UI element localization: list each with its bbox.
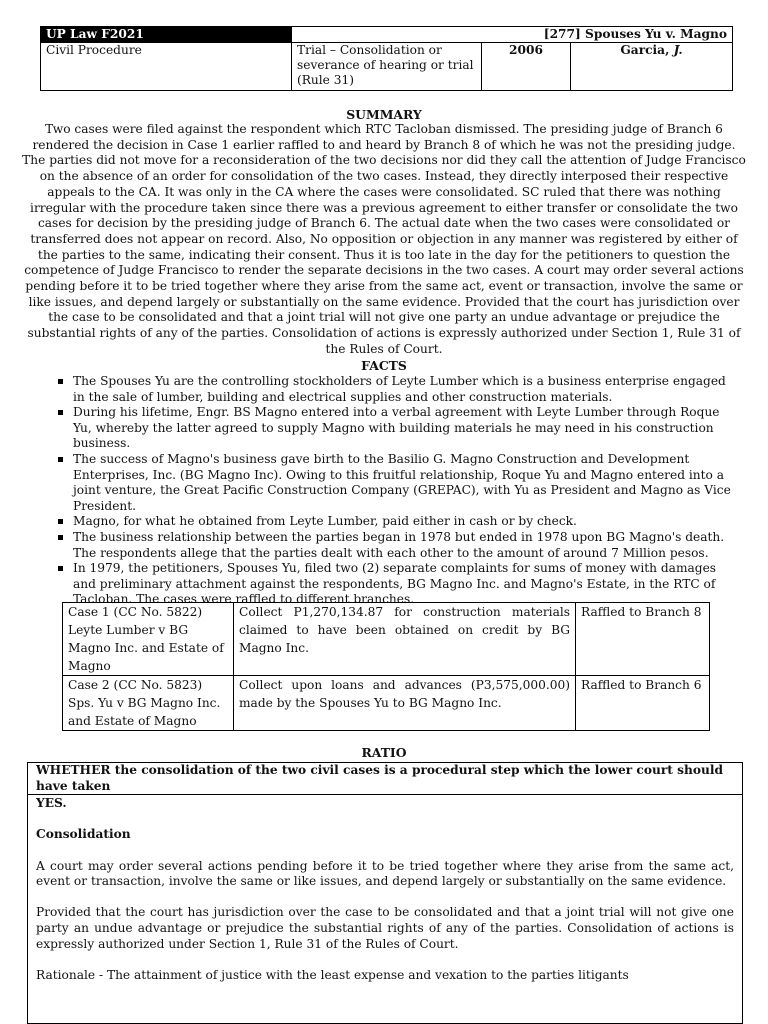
case-header-table (40, 26, 733, 91)
fact-item (58, 561, 738, 608)
ratio-paragraph-1: A court may order several actions pending before it to be tried together where they arise from the same act, event or transaction, involve the same or like issues, and depend largely or substantially on the same evidence. (36, 858, 734, 889)
fact-text: The Spouses Yu are the controlling stockholders of Leyte Lumber which is a business enterprise engaged in the sale of lumber, building and electrical supplies and other construction materials. (73, 374, 726, 404)
bullet-icon (58, 535, 63, 540)
case-name-cell: Case 1 (CC No. 5822) Leyte Lumber v BG Magno Inc. and Estate of Magno (63, 603, 234, 676)
issue-question: WHETHER the consolidation of the two civil cases is a procedural step which the lower court should have taken (28, 763, 742, 795)
facts-list (58, 374, 738, 608)
fact-text: The business relationship between the parties began in 1978 but ended in 1978 upon BG Magno's death. The respondents allege that the parties dealt with each other to the amount of around 7 Million pesos. (73, 529, 725, 560)
case-branch-cell: Raffled to Branch 6 (576, 676, 710, 731)
fact-text: In 1979, the petitioners, Spouses Yu, filed two (2) separate complaints for sums of money with damages and preliminary attachment against the respondents, BG Magno Inc. and Magno's Estate, in the RTC of Tacloban. The cases were raffled to different branches. (73, 561, 717, 607)
case-row (63, 603, 710, 676)
fact-item (58, 530, 738, 561)
case-title: [277] Spouses Yu v. Magno (292, 27, 733, 43)
ratio-box (27, 762, 743, 1024)
course-label: UP Law F2021 (41, 27, 292, 43)
summary-text: Two cases were filed against the respondent which RTC Tacloban dismissed. The presiding judge of Branch 6 rendered the decision in Case 1 earlier raffled to and heard by Branch 8 of which he was not the presiding judge. The parties did not move for a reconsideration of the two decisions nor did they call the attention of Judge Francisco on the absence of an order for consolidation of the two cases. Instead, they directly interposed their respective appeals to the CA. It was only in the CA where the cases were consolidated. SC ruled that there was nothing irregular with the procedure taken since there was a previous agreement to either transfer or consolidate the two cases for decision by the presiding judge of Branch 6. The actual date when the two cases were consolidated or transferred does not appear on record. Also, No opposition or objection in any manner was registered by either of the parties to the same, indicating their consent. Thus it is too late in the day for the petitioners to question the competence of Judge Francisco to render the separate decisions in the two cases. A court may order several actions pending before it to be tried together where they arise from the same act, event or transaction, involve the same or like issues, and depend largely or substantially on the same evidence. Provided that the court has jurisdiction over the case to be consolidated and that a joint trial will not give one party an undue advantage or prejudice the substantial rights of any of the parties. Consolidation of actions is expressly authorized under Section 1, Rule 31 of the Rules of Court. (22, 122, 746, 356)
year-label: 2006 (482, 43, 571, 91)
fact-text: During his lifetime, Engr. BS Magno entered into a verbal agreement with Leyte Lumber through Roque Yu, whereby the latter agreed to supply Magno with building materials he may need in his construction business. (73, 405, 720, 451)
consolidation-subheading: Consolidation (36, 827, 131, 842)
bullet-icon (58, 410, 63, 415)
ratio-paragraph-2: Provided that the court has jurisdiction over the case to be consolidated and that a joint trial will not give one party an undue advantage or prejudice the substantial rights of any of the parties. Consolidation of actions is expressly authorized under Section 1, Rule 31 of the Rules of Court. (36, 905, 734, 951)
issue-answer: YES. (36, 796, 67, 811)
case-description-cell: Collect upon loans and advances (P3,575,000.00) made by the Spouses Yu to BG Magno Inc. (234, 676, 576, 731)
topic-label: Trial – Consolidation or severance of hearing or trial (Rule 31) (292, 43, 482, 91)
fact-item (58, 452, 738, 514)
bullet-icon (58, 519, 63, 524)
fact-item (58, 514, 738, 530)
case-name-cell: Case 2 (CC No. 5823) Sps. Yu v BG Magno Inc. and Estate of Magno (63, 676, 234, 731)
fact-item (58, 405, 738, 452)
case-row (63, 676, 710, 731)
fact-text: Magno, for what he obtained from Leyte Lumber, paid either in cash or by check. (73, 514, 577, 529)
fact-text: The success of Magno's business gave birth to the Basilio G. Magno Construction and Development Enterprises, Inc. (BG Magno Inc). Owing to this fruitful relationship, Roque Yu and Magno entered into a joint venture, the Great Pacific Construction Company (GREPAC), with Yu as President and Magno as Vice President. (73, 451, 731, 513)
bullet-icon (58, 566, 63, 571)
ratio-body (28, 795, 742, 983)
case-branch-cell: Raffled to Branch 8 (576, 603, 710, 676)
case-description-cell: Collect P1,270,134.87 for construction materials claimed to have been obtained on credit by BG Magno Inc. (234, 603, 576, 676)
bullet-icon (58, 457, 63, 462)
fact-item (58, 374, 738, 405)
ratio-heading: RATIO (361, 745, 407, 760)
cases-table (62, 602, 710, 731)
subject-label: Civil Procedure (41, 43, 292, 91)
rationale-text: Rationale - The attainment of justice with the least expense and vexation to the parties litigants (36, 967, 629, 982)
ponente-label: Garcia, J. (571, 43, 733, 91)
summary-heading: SUMMARY (346, 107, 422, 122)
facts-heading: FACTS (361, 358, 407, 373)
bullet-icon (58, 379, 63, 384)
